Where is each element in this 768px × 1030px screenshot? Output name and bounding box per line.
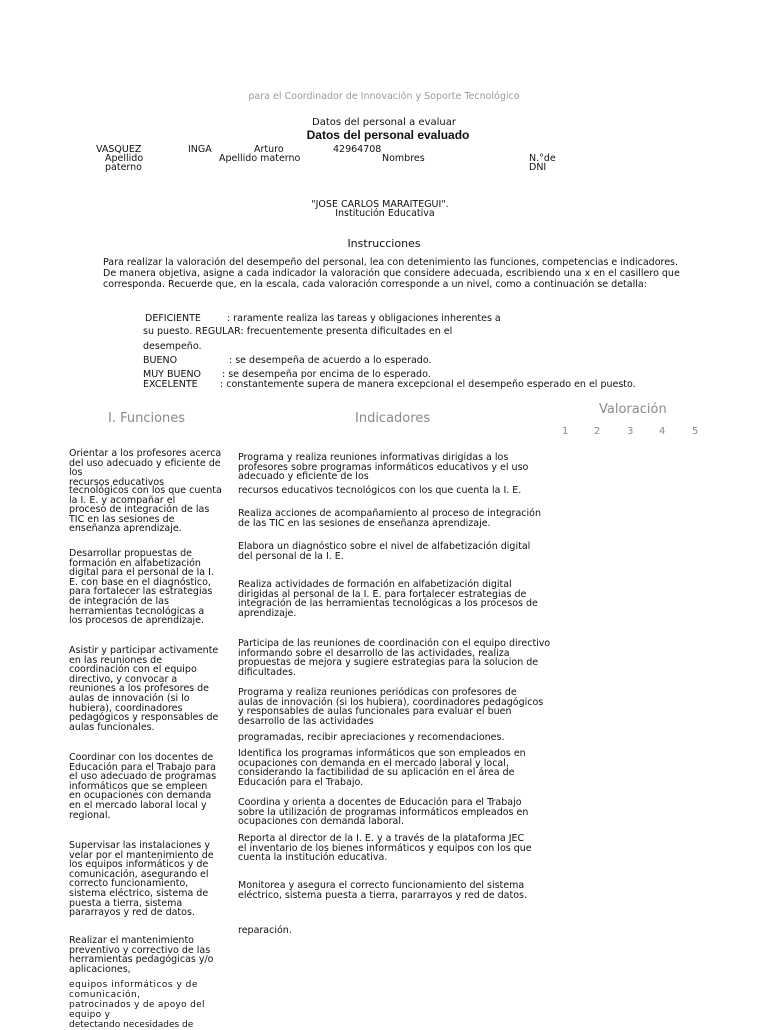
indicador-line: Elabora un diagnóstico sobre el nivel de alfabetización digital xyxy=(238,541,531,552)
indicador-line: integración de las herramientas tecnológicas a los procesos de xyxy=(238,598,538,610)
valoracion-scale-2: 2 xyxy=(594,426,601,437)
funcion-line: informáticos que se empleen xyxy=(69,780,208,792)
dni-value: 42964708 xyxy=(333,144,382,155)
funcion-line: tecnológicos con los que cuenta xyxy=(69,485,222,496)
escala-excelente-desc: : constantemente supera de manera excepcional el desempeño esperado en el puesto. xyxy=(220,379,636,390)
indicador-line: reparación. xyxy=(238,925,292,936)
indicador-line: eléctrico, sistema puesta a tierra, pararrayos y red de datos. xyxy=(238,889,528,901)
funcion-line: directivo, y convocar a xyxy=(69,673,178,685)
indicador-line: del personal de la I. E. xyxy=(238,550,344,562)
funcion-1b xyxy=(69,486,225,534)
funcion-line: Coordinar con los docentes de xyxy=(69,752,214,763)
funcion-line: coordinación con el equipo xyxy=(69,664,197,676)
funcion-line: Asistir y participar activamente xyxy=(69,645,219,656)
valoracion-scale-5: 5 xyxy=(692,426,699,437)
funcion-line: Realizar el mantenimiento xyxy=(69,935,194,946)
indicador-line: y responsables de aulas funcionales para evaluar el buen xyxy=(238,706,512,718)
funcion-line: recursos educativos xyxy=(69,476,165,488)
indicador-line: el inventario de los bienes informáticos y equipos con los que xyxy=(238,842,532,854)
label-dni-1: N.°de xyxy=(529,153,556,164)
apellido-paterno-value: VASQUEZ xyxy=(96,144,142,155)
funcion-line: aulas funcionales. xyxy=(69,721,155,733)
funcion-5 xyxy=(69,841,225,918)
instrucciones-text xyxy=(103,257,703,290)
instrucciones-title: Instrucciones xyxy=(347,237,421,250)
institucion-nombre: "JOSE CARLOS MARAITEGUI". xyxy=(311,199,449,210)
label-apellido-paterno-2: paterno xyxy=(105,162,142,173)
indicador-5 xyxy=(238,580,558,618)
funcion-line: TIC en las sesiones de xyxy=(69,513,175,525)
indicador-3 xyxy=(238,509,558,528)
funcion-line: en ocupaciones con demanda xyxy=(69,790,212,802)
funcion-line: comunicación, asegurando el xyxy=(69,868,209,880)
indicador-10 xyxy=(238,798,558,827)
label-apellido-materno: Apellido materno xyxy=(219,153,301,164)
indicador-line: Coordina y orienta a docentes de Educación para el Trabajo xyxy=(238,797,522,808)
col-valoracion-header: Valoración xyxy=(599,402,667,417)
indicador-line: Reporta al director de la I. E. y a través de la plataforma JEC xyxy=(238,833,525,844)
funcion-line: detectando necesidades de xyxy=(69,1020,194,1030)
datos-heading: Datos del personal evaluado xyxy=(306,128,470,142)
indicador-line: ocupaciones con demanda en el mercado laboral y local, xyxy=(238,757,509,769)
instrucciones-line: corresponda. Recuerde que, en la escala, cada valoración corresponde a un nivel, como a continuación se detalla: xyxy=(103,279,647,290)
instrucciones-line: Para realizar la valoración del desempeño del personal, lea con detenimiento las funciones, competencias e indicadores. xyxy=(103,257,679,268)
apellido-materno-value: INGA xyxy=(188,144,212,155)
funcion-6 xyxy=(69,936,225,974)
funcion-1a xyxy=(69,449,225,487)
indicador-line: Programa y realiza reuniones periódicas con profesores de xyxy=(238,687,517,698)
indicador-9 xyxy=(238,749,558,787)
escala-muy-bueno-label: MUY BUENO xyxy=(143,369,202,380)
funcion-line: herramientas pedagógicas y/o xyxy=(69,954,214,966)
funcion-line: velar por el mantenimiento de xyxy=(69,849,214,861)
indicador-line: programadas, recibir apreciaciones y recomendaciones. xyxy=(238,732,505,743)
funcion-line: preventivo y correctivo de las xyxy=(69,944,211,956)
indicador-line: Realiza actividades de formación en alfabetización digital xyxy=(238,579,512,590)
funcion-line: proceso de integración de las xyxy=(69,504,210,516)
escala-muy-bueno-desc: : se desempeña por encima de lo esperado. xyxy=(222,369,431,380)
funcion-line: de integración de las xyxy=(69,595,169,607)
valoracion-scale-3: 3 xyxy=(627,426,634,437)
indicador-line: ocupaciones con demanda laboral. xyxy=(238,816,405,828)
indicador-line: cuenta la institución educativa. xyxy=(238,852,388,864)
indicador-line: de las TIC en las sesiones de enseñanza aprendizaje. xyxy=(238,517,491,529)
funcion-line: los xyxy=(69,467,83,479)
funcion-line: Supervisar las instalaciones y xyxy=(69,840,210,851)
indicador-1 xyxy=(238,453,558,482)
valoracion-scale-1: 1 xyxy=(562,426,569,437)
funcion-line: enseñanza aprendizaje. xyxy=(69,523,182,535)
indicador-line: considerando la factibilidad de su aplicación en el área de xyxy=(238,767,515,779)
indicador-line: profesores sobre programas informáticos educativos y el uso xyxy=(238,461,529,473)
funcion-line: herramientas tecnológicas a xyxy=(69,605,205,617)
col-funciones-header: I. Funciones xyxy=(108,411,186,426)
indicador-11 xyxy=(238,834,558,863)
datos-title: Datos del personal a evaluar xyxy=(312,117,456,128)
indicador-8 xyxy=(238,733,558,743)
funcion-line: formación en alfabetización xyxy=(69,557,201,569)
funcion-line: reuniones a los profesores de xyxy=(69,683,210,695)
funcion-line: en las reuniones de xyxy=(69,654,163,666)
indicador-line: Educación para el Trabajo. xyxy=(238,776,364,788)
funcion-line: aplicaciones, xyxy=(69,963,131,975)
escala-deficiente-cont: su puesto. REGULAR: frecuentemente presenta dificultades en el xyxy=(143,326,453,337)
indicador-line: aulas de innovación (si los hubiera), coordinadores pedagógicos xyxy=(238,696,544,708)
funcion-3 xyxy=(69,646,225,732)
funcion-line: pedagógicos y responsables de xyxy=(69,712,219,724)
escala-deficiente-desc: : raramente realiza las tareas y obligaciones inherentes a xyxy=(227,313,501,324)
funcion-line: los procesos de aprendizaje. xyxy=(69,615,205,627)
indicador-line: informando sobre el desarrollo de las actividades, realiza xyxy=(238,647,510,659)
funcion-line: E. con base en el diagnóstico, xyxy=(69,576,211,588)
indicador-line: sobre la utilización de programas informáticos empleados en xyxy=(238,806,529,818)
col-indicadores-header: Indicadores xyxy=(355,411,431,426)
funcion-line: correcto funcionamiento, xyxy=(69,878,189,890)
indicador-line: Identifica los programas informáticos que son empleados en xyxy=(238,748,526,759)
indicador-13 xyxy=(238,926,558,936)
label-nombres: Nombres xyxy=(382,153,425,164)
escala-excelente-label: EXCELENTE xyxy=(143,379,198,390)
funcion-line: equipos informáticos y de comunicación, xyxy=(69,980,198,1000)
indicador-line: dirigidas al personal de la I. E. para fortalecer estrategias de xyxy=(238,588,527,600)
indicador-line: dificultades. xyxy=(238,666,296,678)
indicador-2 xyxy=(238,486,558,496)
institucion-label: Institución Educativa xyxy=(335,208,435,219)
funcion-line: en el mercado laboral local y xyxy=(69,799,207,811)
instrucciones-line: De manera objetiva, asigne a cada indicador la valoración que considere adecuada, escribiendo una x en el casillero que xyxy=(103,268,680,279)
nombres-value: Arturo xyxy=(254,144,284,155)
label-apellido-paterno-1: Apellido xyxy=(105,153,144,164)
funcion-line: Educación para el Trabajo para xyxy=(69,761,216,773)
indicador-12 xyxy=(238,881,558,900)
indicador-line: Participa de las reuniones de coordinación con el equipo directivo xyxy=(238,638,551,649)
funcion-line: puesta a tierra, sistema xyxy=(69,897,183,909)
escala-bueno-desc: : se desempeña de acuerdo a lo esperado. xyxy=(229,355,432,366)
indicador-line: propuestas de mejora y sugiere estrategias para la solucion de xyxy=(238,657,539,669)
funcion-line: aulas de innovación (si lo xyxy=(69,692,190,704)
escala-bueno-label: BUENO xyxy=(143,355,178,366)
funcion-2 xyxy=(69,549,225,626)
indicador-6 xyxy=(238,639,558,677)
funcion-line: del uso adecuado y eficiente de xyxy=(69,457,221,469)
funcion-line: el uso adecuado de programas xyxy=(69,771,217,783)
indicador-line: recursos educativos tecnológicos con los que cuenta la I. E. xyxy=(238,485,522,496)
funcion-line: digital para el personal de la I. xyxy=(69,567,214,579)
funcion-line: sistema eléctrico, sistema de xyxy=(69,887,209,899)
funcion-line: Orientar a los profesores acerca xyxy=(69,448,222,459)
label-dni-2: DNI xyxy=(529,162,547,173)
funcion-line: Desarrollar propuestas de xyxy=(69,548,192,559)
funcion-line: pararrayos y red de datos. xyxy=(69,907,195,919)
valoracion-scale-4: 4 xyxy=(659,426,666,437)
indicador-7 xyxy=(238,688,558,726)
indicador-line: aprendizaje. xyxy=(238,607,297,619)
funcion-line: hubiera), coordinadores xyxy=(69,702,183,714)
indicador-line: Monitorea y asegura el correcto funcionamiento del sistema xyxy=(238,880,525,891)
form-subtitle: para el Coordinador de Innovación y Soporte Tecnológico xyxy=(248,91,520,102)
funcion-line: patrocinados y de apoyo del equipo y xyxy=(69,1000,205,1020)
funcion-6-cont xyxy=(69,980,229,1030)
indicador-line: desarrollo de las actividades xyxy=(238,715,374,727)
funcion-line: regional. xyxy=(69,809,111,821)
indicador-line: Programa y realiza reuniones informativas dirigidas a los xyxy=(238,452,509,463)
escala-deficiente-label: DEFICIENTE xyxy=(145,313,201,324)
funcion-line: la I. E. y acompañar el xyxy=(69,494,176,506)
funcion-line: los equipos informáticos y de xyxy=(69,859,209,871)
funcion-4 xyxy=(69,753,225,820)
indicador-line: adecuado y eficiente de los xyxy=(238,471,369,483)
escala-deficiente-cont2: desempeño. xyxy=(143,341,202,352)
indicador-line: Realiza acciones de acompañamiento al proceso de integración xyxy=(238,508,541,519)
indicador-4 xyxy=(238,542,558,561)
funcion-line: para fortalecer las estrategias xyxy=(69,586,213,598)
